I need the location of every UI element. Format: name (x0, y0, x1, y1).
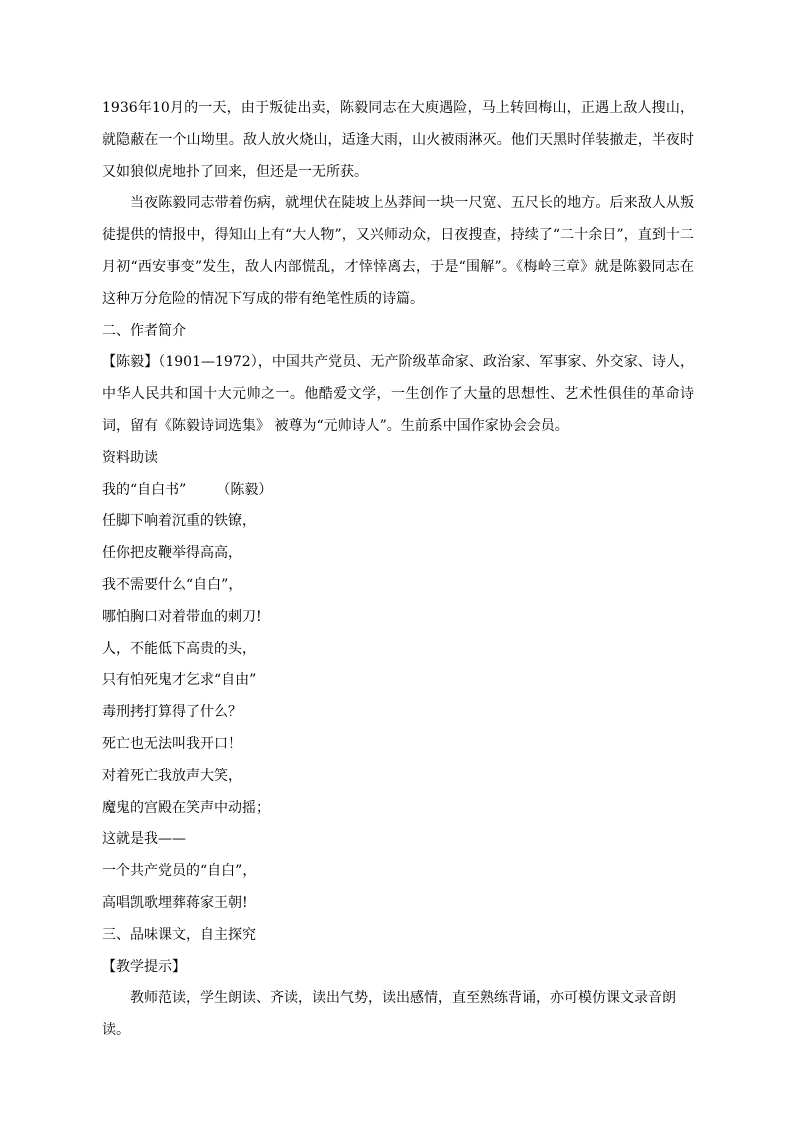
explore-section-heading: 三、品味课文，自主探究 (102, 926, 256, 943)
poem-line: 任脚下响着沉重的铁镣， (102, 513, 256, 530)
poem-line: 对着死亡我放声大笑， (102, 767, 242, 784)
poem-line: 毒刑拷打算得了什么？ (102, 704, 242, 721)
poem-line: 魔鬼的宫殿在笑声中动摇； (102, 799, 270, 816)
poem-line: 任你把皮鞭举得高高， (102, 545, 242, 562)
background-paragraph-2: 当夜陈毅同志带着伤病，就埋伏在陡坡上丛莽间一块一尺宽、五尺长的地方。后来敌人从叛徒提供的情报中，得知山上有“大人物”，又兴师动众，日夜搜查，持续了“二十余日”，直到十二月初“西安事变”发生，敌人内部慌乱，才悻悻离去，于是“围解”。《梅岭三章》就是陈毅同志在这种万分危险的情况下写成的带有绝笔性质的诗篇。 (102, 195, 694, 307)
poem-line: 哪怕胸口对着带血的刺刀! (102, 608, 262, 625)
document-page (102, 93, 694, 1047)
poem-line: 这就是我—— (102, 831, 186, 848)
poem-line: 高唱凯歌埋葬蒋家王朝! (102, 894, 248, 911)
poem-title: 我的“自白书” (102, 481, 187, 498)
poem-line: 一个共产党员的“自白”， (102, 863, 257, 880)
author-bio-paragraph: 【陈毅】（1901—1972），中国共产党员、无产阶级革命家、政治家、军事家、外交家、诗人，中华人民共和国十大元帅之一。他酷爱文学，一生创作了大量的思想性、艺术性俱佳的革命诗词，留有《陈毅诗词选集》 被尊为“元帅诗人”。生前系中国作家协会会员。 (102, 354, 694, 434)
poem-line: 只有怕死鬼才乞求“自由” (102, 672, 257, 689)
teaching-tip-text: 教师范读，学生朗读、齐读，读出气势，读出感情，直至熟练背诵，亦可模仿课文录音朗读。 (102, 990, 676, 1039)
poem-line: 死亡也无法叫我开口！ (102, 735, 242, 752)
teaching-tip-label: 【教学提示】 (102, 958, 186, 975)
poem-title-line (102, 475, 694, 507)
poem-body (102, 506, 694, 919)
poem-author: （陈毅） (216, 481, 273, 498)
poem-line: 人，不能低下高贵的头， (102, 640, 256, 657)
poem-line: 我不需要什么“自白”， (102, 576, 243, 593)
background-paragraph-1: 1936年10月的一天，由于叛徒出卖，陈毅同志在大庾遇险，马上转回梅山，正遇上敌人搜山，就隐蔽在一个山坳里。敌人放火烧山，适逢大雨，山火被雨淋灭。他们天黑时佯装撤走，半夜时又如狼似虎地扑了回来，但还是一无所获。 (102, 100, 694, 180)
author-section-heading: 二、作者简介 (102, 322, 186, 339)
reading-label: 资料助读 (102, 449, 158, 466)
